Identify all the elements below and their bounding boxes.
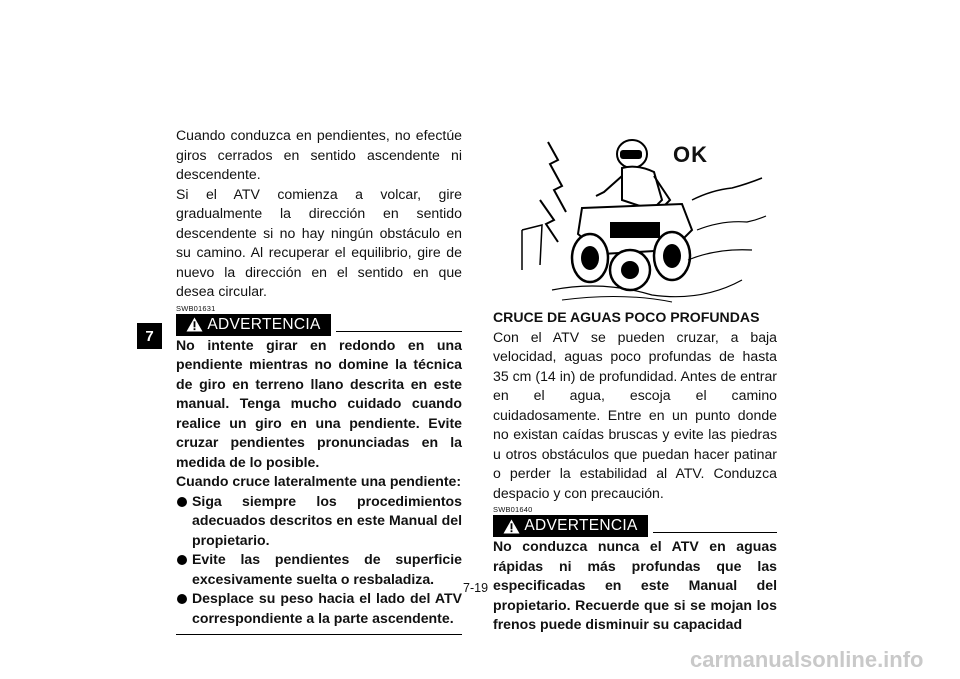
warning-badge <box>176 314 331 336</box>
warning-bullet-list <box>176 492 462 629</box>
warning-text: No intente girar en redondo en una pendiente mientras no domine la técnica de giro en terreno llano descrita en este manual. Tenga mucho cuidado cuando realice un giro en una pendiente. Evite cruzar pendientes pronunciadas en la medida de lo posible. <box>176 336 462 470</box>
warning-label: ADVERTENCIA <box>524 517 638 535</box>
illustration-ok-label: OK <box>673 142 708 167</box>
intro-paragraph-2: Si el ATV comienza a volcar, gire gradualmente la dirección en sentido descendente si no hay ningún obstáculo en su camino. Al recuperar el equilibrio, gire de nuevo la dirección en el sentido en que desea circular. <box>176 185 462 299</box>
left-column <box>176 126 462 635</box>
right-column <box>493 308 777 635</box>
warning-rule <box>653 532 777 533</box>
warning-triangle-icon <box>503 519 520 534</box>
warning-header <box>176 314 462 336</box>
warning-bullet: Desplace su peso hacia el lado del ATV correspondiente a la parte ascendente. <box>176 589 462 628</box>
page-number: 7-19 <box>463 581 489 595</box>
atv-rider-illustration <box>512 130 768 308</box>
warning-badge <box>493 515 648 537</box>
warning-code: SWB01640 <box>493 505 533 514</box>
watermark: carmanualsonline.info <box>690 647 924 672</box>
warning-text: No conduzca nunca el ATV en aguas rápidas ni más profundas que las especificadas en este Manual del propietario. Recuerde que si se mojan los frenos puede disminuir su capacidad <box>493 538 777 632</box>
warning-bullet: Evite las pendientes de superficie excesivamente suelta o resbaladiza. <box>176 550 462 589</box>
warning-rule <box>336 331 462 332</box>
section-title: CRUCE DE AGUAS POCO PROFUNDAS <box>493 309 760 325</box>
warning-triangle-icon <box>186 317 203 332</box>
warning-bullet: Siga siempre los procedimientos adecuados descritos en este Manual del propietario. <box>176 492 462 551</box>
warning-label: ADVERTENCIA <box>207 315 321 333</box>
warning-subheading: Cuando cruce lateralmente una pendiente: <box>176 473 462 489</box>
warning-code: SWB01631 <box>176 303 216 313</box>
chapter-tab: 7 <box>137 323 162 349</box>
warning-header <box>493 515 777 537</box>
section-paragraph: Con el ATV se pueden cruzar, a baja velocidad, aguas poco profundas de hasta 35 cm (14 in) de profundidad. Antes de entrar en el agua, escoja el camino cuidadosamente. Entre en un punto donde no existan caídas bruscas y evite las piedras u otros obstáculos que puedan hacer patinar o perder la estabilidad al ATV. Conduzca despacio y con precaución. <box>493 328 777 501</box>
intro-paragraph-1: Cuando conduzca en pendientes, no efectúe giros cerrados en sentido ascendente ni descendente. <box>176 127 462 182</box>
warning-end-rule <box>176 634 462 635</box>
